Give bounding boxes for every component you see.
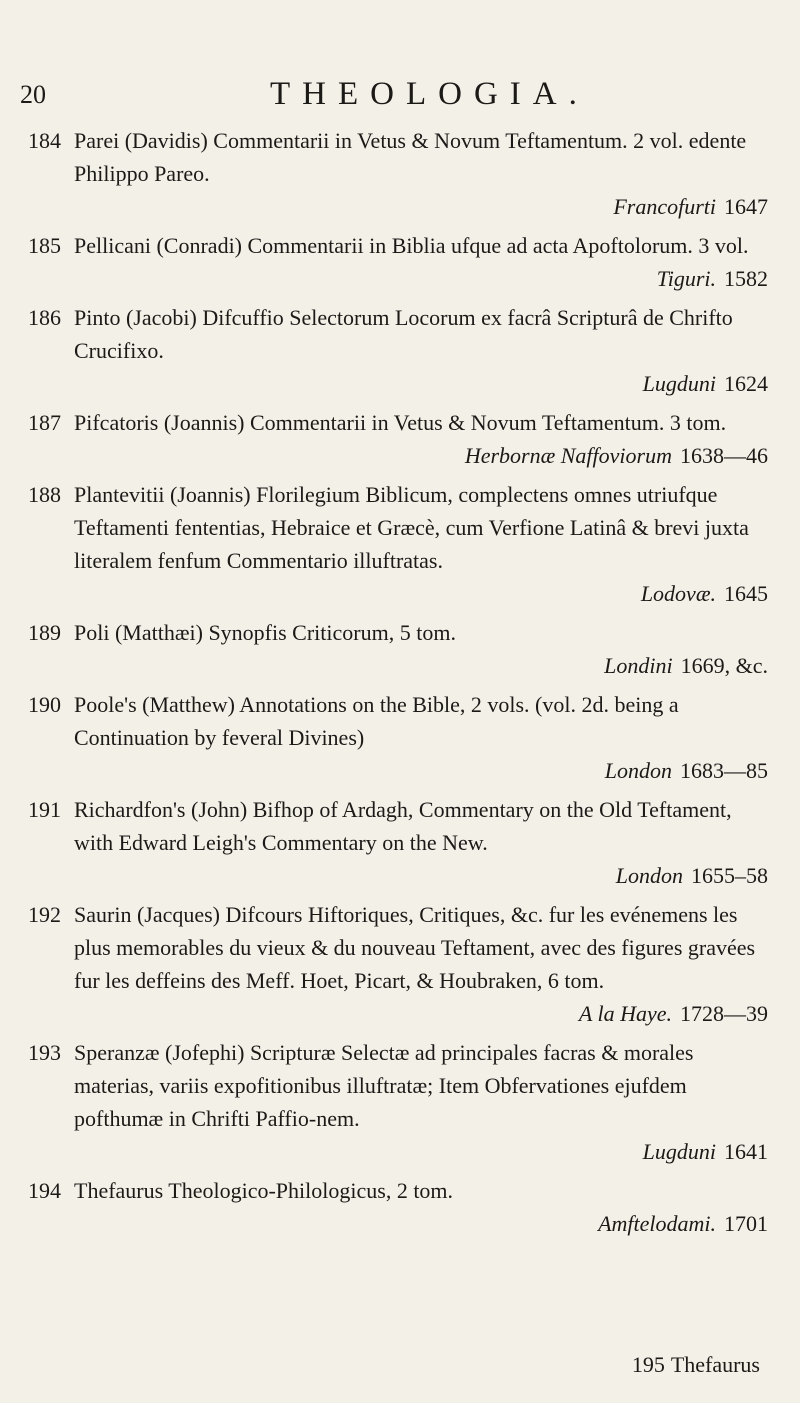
imprint-date: 1701 [724,1211,768,1236]
page-header [20,76,780,120]
entry-number: 184 [28,128,61,153]
entry-imprint [74,1135,768,1168]
imprint-date: 1582 [724,266,768,291]
entry-text: Pellicani (Conradi) Commentarii in Biblia ufque ad acta Apoftolorum. 3 vol. [74,233,749,258]
entry-number: 192 [28,902,61,927]
entry-imprint [74,367,768,400]
imprint-date: 1638—46 [680,443,768,468]
entry-imprint [74,577,768,610]
catalogue-entry [28,229,768,295]
catalogue-entry [28,898,768,1030]
catalogue-entry [28,616,768,682]
entry-text: Parei (Davidis) Commentarii in Vetus & Novum Teftamentum. 2 vol. edente Philippo Pareo. [74,128,747,186]
entry-text: Poli (Matthæi) Synopfis Criticorum, 5 tom. [74,620,456,645]
imprint-date: 1647 [724,194,768,219]
imprint-place: London [604,758,672,783]
entry-text: Richardfon's (John) Bifhop of Ardagh, Commentary on the Old Teftament, with Edward Leigh's Commentary on the New. [74,797,732,855]
entry-number: 185 [28,233,61,258]
catchword-number: 195 [631,1352,665,1377]
imprint-place: London [615,863,683,888]
entry-imprint [74,649,768,682]
entry-imprint [74,859,768,892]
entry-number: 193 [28,1040,61,1065]
running-head: THEOLOGIA. [270,76,589,112]
imprint-place: Francofurti [613,194,716,219]
catalogue-entry [28,1036,768,1168]
entry-imprint [74,754,768,787]
entry-imprint [74,190,768,223]
catalogue-entry [28,301,768,400]
imprint-place: Amftelodami. [598,1211,716,1236]
imprint-place: Lodovæ. [640,581,716,606]
entry-number: 186 [28,305,61,330]
entry-imprint [74,1207,768,1240]
imprint-place: Tiguri. [656,266,716,291]
entry-number: 188 [28,482,61,507]
imprint-date: 1728—39 [680,1001,768,1026]
imprint-date: 1655–58 [691,863,768,888]
catalogue-entry [28,478,768,610]
entry-imprint [74,439,768,472]
entry-number: 187 [28,410,61,435]
entry-number: 191 [28,797,61,822]
catalogue-entry [28,124,768,223]
catalogue-entry [28,793,768,892]
imprint-place: Londini [604,653,673,678]
entry-number: 194 [28,1178,61,1203]
entry-text: Pifcatoris (Joannis) Commentarii in Vetus & Novum Teftamentum. 3 tom. [74,410,727,435]
imprint-place: Herbornæ Naffoviorum [464,443,672,468]
imprint-date: 1624 [724,371,768,396]
entry-text: Speranzæ (Jofephi) Scripturæ Selectæ ad principales facras & morales materias, variis expofitionibus illuftratæ; Item Obfervationes ejufdem pofthumæ in Chrifti Paffio-nem. [74,1040,694,1131]
entry-text: Thefaurus Theologico-Philologicus, 2 tom. [74,1178,454,1203]
catalogue-entry [28,688,768,787]
page-number: 20 [20,80,46,109]
imprint-date: 1645 [724,581,768,606]
catalogue-entry [28,1174,768,1240]
entry-imprint [74,997,768,1030]
entry-number: 190 [28,692,61,717]
imprint-place: Lugduni [642,371,716,396]
imprint-place: A la Haye. [578,1001,672,1026]
entry-text: Pinto (Jacobi) Difcuffio Selectorum Locorum ex facrâ Scripturâ de Chrifto Crucifixo. [74,305,733,363]
imprint-place: Lugduni [642,1139,716,1164]
catalogue-entry [28,406,768,472]
catchword-text: Thefaurus [670,1352,760,1377]
entry-text: Saurin (Jacques) Difcours Hiftoriques, Critiques, &c. fur les evénemens les plus memorables du vieux & du nouveau Teftament, avec des figures gravées fur les deffeins des Meff. Hoet, Picart, & Houbraken, 6 tom. [74,902,756,993]
catalogue-entries [28,124,768,1246]
entry-text: Poole's (Matthew) Annotations on the Bible, 2 vols. (vol. 2d. being a Continuation by feveral Divines) [74,692,679,750]
imprint-date: 1641 [724,1139,768,1164]
imprint-date: 1683—85 [680,758,768,783]
entry-imprint [74,262,768,295]
entry-text: Plantevitii (Joannis) Florilegium Biblicum, complectens omnes utriufque Teftamenti fententias, Hebraice et Græcè, cum Verfione Latinâ & brevi juxta literalem fenfum Commentario illuftratas. [74,482,749,573]
imprint-date: 1669, &c. [680,653,768,678]
catchword [632,1352,766,1378]
entry-number: 189 [28,620,61,645]
